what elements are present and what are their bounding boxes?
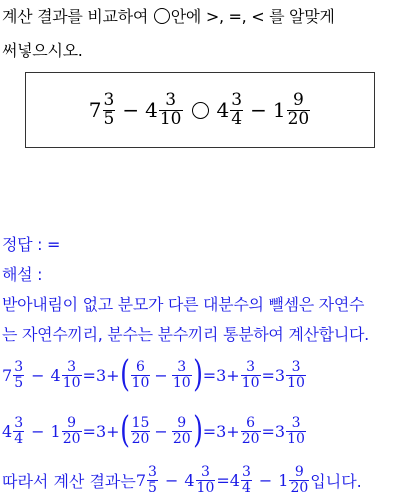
question-text-a: 계산 결과를 비교하여 — [2, 7, 153, 26]
explanation-text-2: 는 자연수끼리, 분수는 분수끼리 통분하여 계산합니다. — [2, 325, 369, 344]
circle-icon — [154, 8, 170, 24]
whole-2: 4 — [145, 98, 158, 122]
question-line-1 — [2, 4, 335, 27]
explanation-label: 해설 : — [2, 265, 43, 284]
whole-4: 1 — [272, 98, 286, 122]
fraction-4: $\frac{9}{20}$ — [287, 89, 310, 129]
problem-box — [25, 72, 375, 148]
equation-1: 7 $\frac{3}{5}$ − 4 $\frac{3}{10}$ =3+ ( $\frac{6}{10}$ − $\frac{3}{10}$ ) =3+ $\frac{3}{10}$ =3 $\frac{3}{10}$ — [2, 354, 305, 395]
problem-expression — [88, 89, 311, 129]
question-text-b: 안에 >, =, < 를 알맞게 — [170, 7, 335, 26]
fraction-1: $\frac{3}{5}$ — [103, 89, 115, 129]
minus-sign: − — [250, 98, 267, 122]
whole-3: 4 — [216, 98, 230, 122]
question-line-2: 써넣으시오. — [2, 41, 83, 60]
minus-sign: − — [122, 98, 140, 122]
conclusion-line: 따라서 계산 결과는 7 $\frac{3}{5}$ − 4 $\frac{3}{10}$ = 4 $\frac{3}{4}$ − 1 $\frac{9}{20}$ 입니다. — [2, 463, 362, 496]
fraction-2: $\frac{3}{10}$ — [159, 89, 182, 129]
answer-label: 정답 : = — [2, 235, 61, 254]
answer-blank-circle[interactable] — [192, 102, 209, 119]
fraction-3: $\frac{3}{4}$ — [231, 89, 243, 129]
explanation-text-1: 받아내림이 없고 분모가 다른 대분수의 뺄셈은 자연수 — [2, 295, 365, 314]
whole-1: 7 — [88, 98, 102, 122]
equation-2: 4 $\frac{3}{4}$ − 1 $\frac{9}{20}$ =3+ ( $\frac{15}{20}$ − $\frac{9}{20}$ ) =3+ $\frac{6}{20}$ =3 $\frac{3}{10}$ — [2, 410, 305, 451]
